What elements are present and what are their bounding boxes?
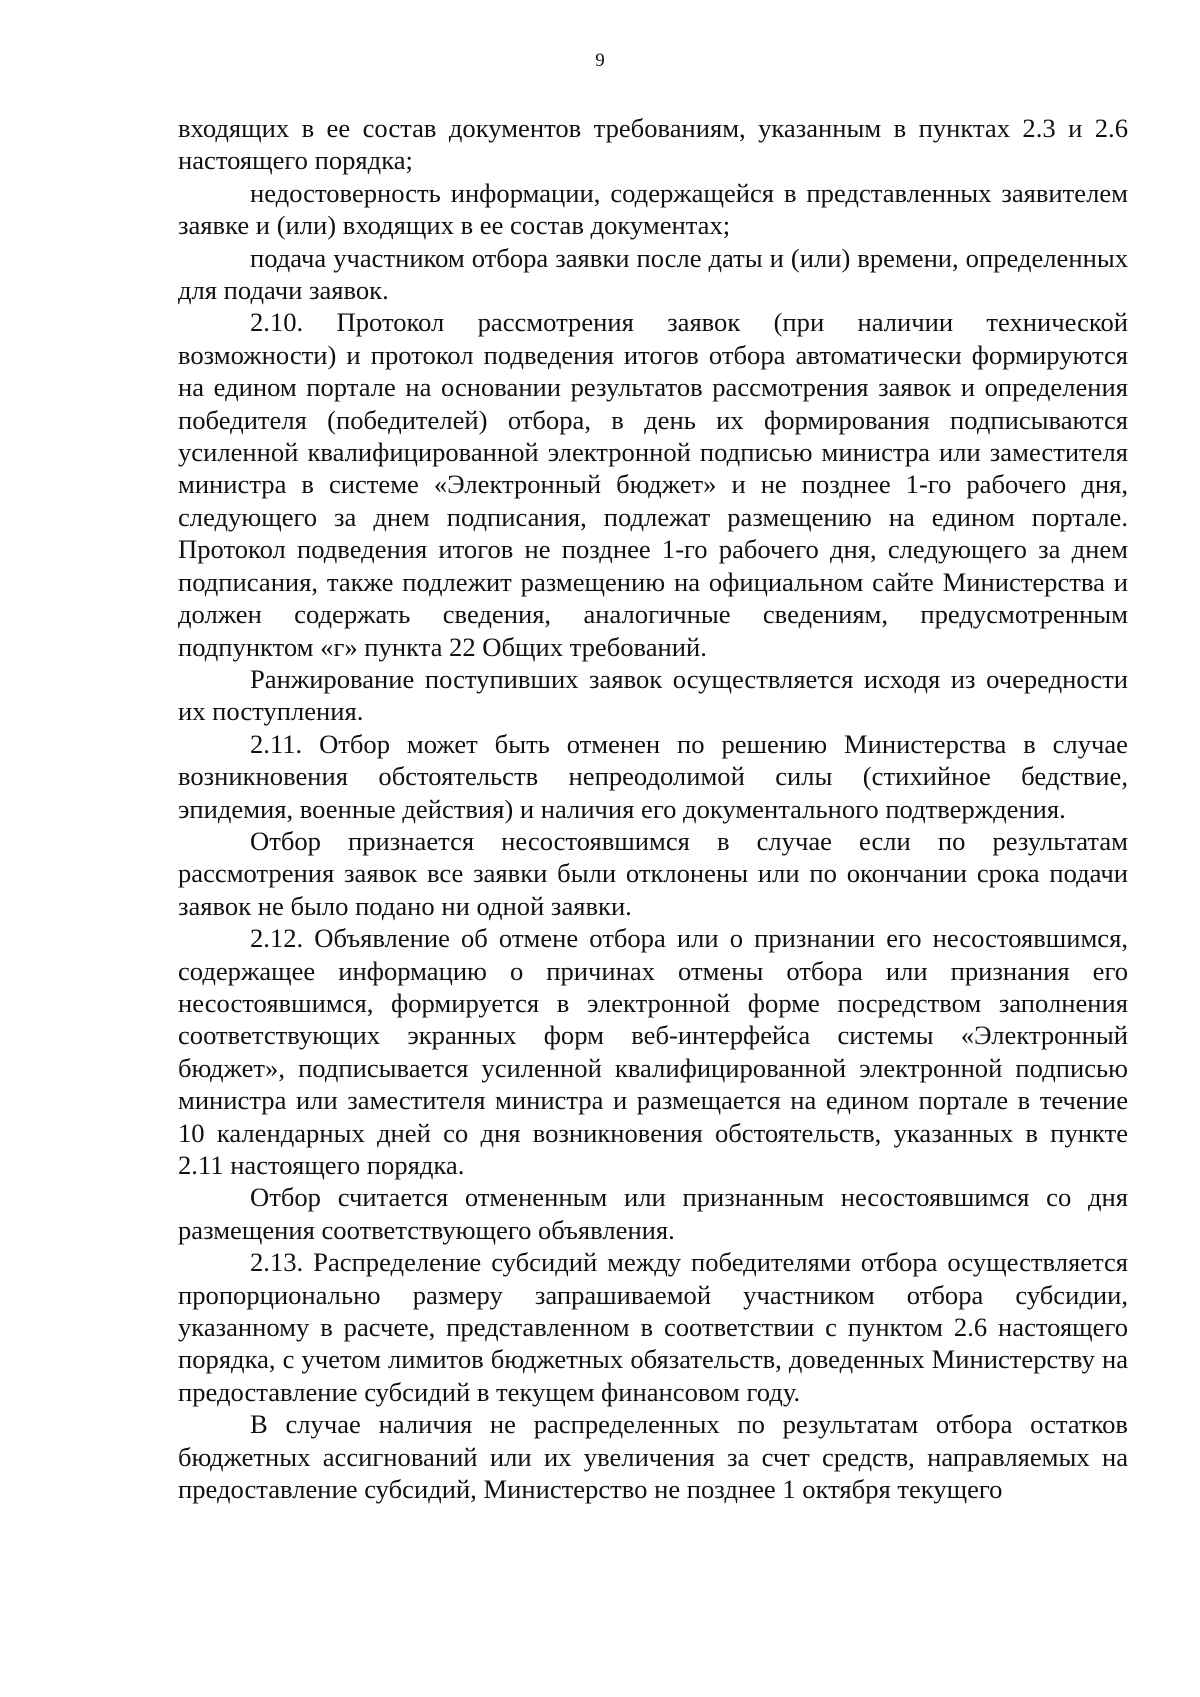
paragraph-unreliable-info: недостоверность информации, содержащейся в представленных заявителем заявке и (или) входящих в ее состав документах; xyxy=(178,177,1128,241)
paragraph-2-13: 2.13. Распределение субсидий между победителями отбора осуществляется пропорционально размеру запрашиваемой участником отбора субсидии, указанному в расчете, представленном в соответствии с пунктом 2.6 настоящего порядка, с учетом лимитов бюджетных обязательств, доведенных Министерству на предоставление субсидий в текущем финансовом году. xyxy=(178,1247,1128,1407)
paragraph-failed-selection: Отбор признается несостоявшимся в случае если по результатам рассмотрения заявок все заявки были отклонены или по окончании срока подачи заявок не было подано ни одной заявки. xyxy=(178,825,1128,921)
paragraph-late-submission: подача участником отбора заявки после даты и (или) времени, определенных для подачи заявок. xyxy=(178,242,1128,306)
document-body xyxy=(178,112,1128,1505)
paragraph-2-10: 2.10. Протокол рассмотрения заявок (при наличии технической возможности) и протокол подведения итогов отбора автоматически формируются на едином портале на основании результатов рассмотрения заявок и определения победителя (победителей) отбора, в день их формирования подписываются усиленной квалифицированной электронной подписью министра или заместителя министра в системе «Электронный бюджет» и не позднее 1-го рабочего дня, следующего за днем подписания, подлежат размещению на едином портале. Протокол подведения итогов не позднее 1-го рабочего дня, следующего за днем подписания, также подлежит размещению на официальном сайте Министерства и должен содержать сведения, аналогичные сведениям, предусмотренным подпунктом «г» пункта 22 Общих требований. xyxy=(178,307,1128,662)
paragraph-continuation: входящих в ее состав документов требованиям, указанным в пунктах 2.3 и 2.6 настоящего порядка; xyxy=(178,113,1128,176)
paragraph-2-12: 2.12. Объявление об отмене отбора или о признании его несостоявшимся, содержащее информацию о причинах отмены отбора или признания его несостоявшимся, формируется в электронной форме посредством заполнения соответствующих экранных форм веб-интерфейса системы «Электронный бюджет», подписывается усиленной квалифицированной электронной подписью министра или заместителя министра и размещается на едином портале в течение 10 календарных дней со дня возникновения обстоятельств, указанных в пункте 2.11 настоящего порядка. xyxy=(178,923,1128,1180)
paragraph-2-11: 2.11. Отбор может быть отменен по решению Министерства в случае возникновения обстоятельств непреодолимой силы (стихийное бедствие, эпидемия, военные действия) и наличия его документального подтверждения. xyxy=(178,728,1128,824)
paragraph-ranking: Ранжирование поступивших заявок осуществляется исходя из очередности их поступления. xyxy=(178,663,1128,727)
paragraph-cancelled-date: Отбор считается отмененным или признанным несостоявшимся со дня размещения соответствующего объявления. xyxy=(178,1182,1128,1245)
paragraph-remaining-budget: В случае наличия не распределенных по результатам отбора остатков бюджетных ассигнований или их увеличения за счет средств, направляемых на предоставление субсидий, Министерство не позднее 1 октября текущего xyxy=(178,1409,1128,1505)
page-number: 9 xyxy=(595,50,605,71)
